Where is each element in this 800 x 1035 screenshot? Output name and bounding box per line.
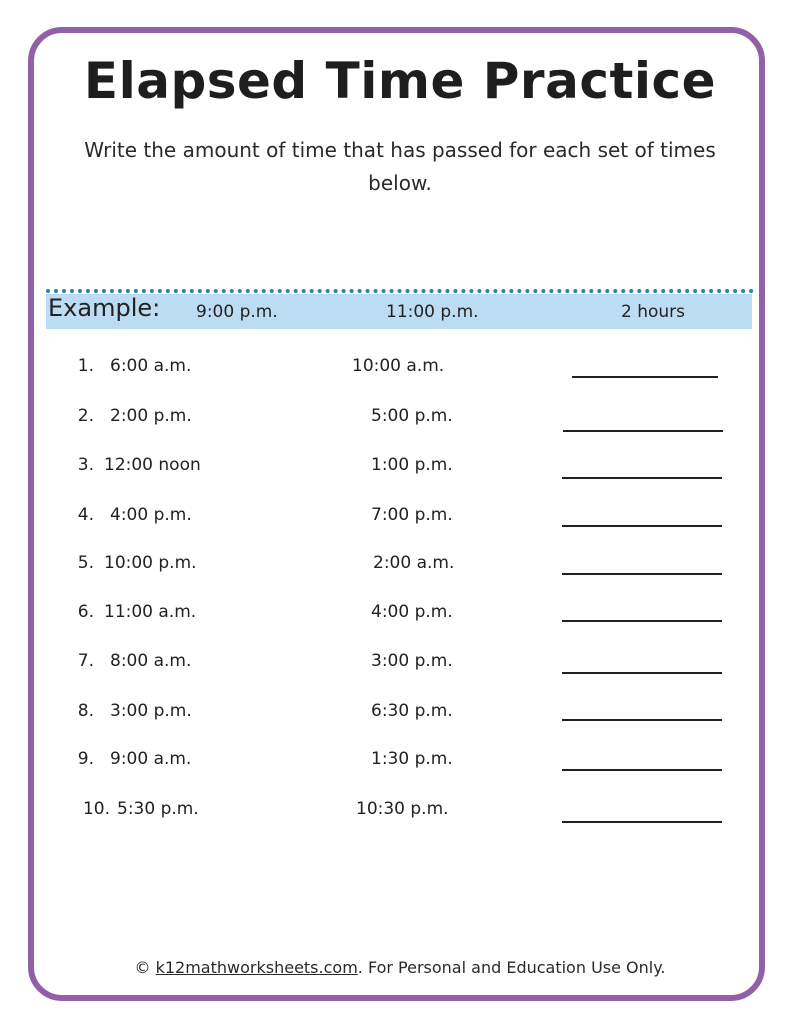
dotted-divider	[46, 289, 754, 293]
answer-blank[interactable]	[562, 769, 722, 771]
problem-row	[0, 406, 800, 436]
example-label: Example:	[48, 294, 161, 322]
problem-number: 1.	[77, 356, 94, 376]
answer-blank[interactable]	[562, 821, 722, 823]
problem-start-time: 11:00 a.m.	[104, 602, 197, 622]
example-row	[46, 294, 752, 329]
problem-row	[0, 749, 800, 779]
example-answer: 2 hours	[621, 302, 686, 322]
page-title: Elapsed Time Practice	[83, 52, 717, 110]
footer	[0, 958, 800, 977]
problem-number: 4.	[77, 505, 94, 525]
problem-start-time: 10:00 p.m.	[104, 553, 197, 573]
problem-end-time: 7:00 p.m.	[371, 505, 453, 525]
problem-end-time: 4:00 p.m.	[371, 602, 453, 622]
problem-end-time: 5:00 p.m.	[371, 406, 453, 426]
answer-blank[interactable]	[572, 376, 718, 378]
answer-blank[interactable]	[562, 525, 722, 527]
problem-number: 9.	[77, 749, 94, 769]
problem-row	[0, 356, 800, 386]
answer-blank[interactable]	[562, 719, 722, 721]
problem-end-time: 2:00 a.m.	[373, 553, 455, 573]
footer-note: . For Personal and Education Use Only.	[357, 958, 666, 977]
problem-start-time: 12:00 noon	[104, 455, 201, 475]
problem-number: 7.	[77, 651, 94, 671]
problem-row	[0, 602, 800, 632]
problem-start-time: 6:00 a.m.	[110, 356, 192, 376]
problem-end-time: 1:00 p.m.	[371, 455, 453, 475]
copyright-symbol: ©	[134, 958, 151, 977]
problem-start-time: 4:00 p.m.	[110, 505, 192, 525]
problem-row	[0, 455, 800, 485]
site-link[interactable]: k12mathworksheets.com	[155, 958, 358, 977]
answer-blank[interactable]	[562, 620, 722, 622]
problem-number: 10.	[82, 799, 110, 819]
problem-start-time: 2:00 p.m.	[110, 406, 192, 426]
example-end-time: 11:00 p.m.	[386, 302, 479, 322]
problem-number: 6.	[77, 602, 94, 622]
problem-start-time: 5:30 p.m.	[117, 799, 199, 819]
problem-row	[0, 505, 800, 535]
problem-end-time: 1:30 p.m.	[371, 749, 453, 769]
problem-row	[0, 553, 800, 583]
answer-blank[interactable]	[562, 477, 722, 479]
problem-end-time: 6:30 p.m.	[371, 701, 453, 721]
problem-number: 2.	[77, 406, 94, 426]
problem-end-time: 10:00 a.m.	[352, 356, 445, 376]
answer-blank[interactable]	[562, 672, 722, 674]
problem-start-time: 3:00 p.m.	[110, 701, 192, 721]
example-start-time: 9:00 p.m.	[196, 302, 278, 322]
problem-start-time: 8:00 a.m.	[110, 651, 192, 671]
answer-blank[interactable]	[563, 430, 723, 432]
instructions: Write the amount of time that has passed for each set of times below.	[84, 138, 716, 195]
problem-number: 3.	[77, 455, 94, 475]
answer-blank[interactable]	[562, 573, 722, 575]
problem-end-time: 3:00 p.m.	[371, 651, 453, 671]
problem-end-time: 10:30 p.m.	[356, 799, 449, 819]
problem-start-time: 9:00 a.m.	[110, 749, 192, 769]
problem-number: 5.	[77, 553, 94, 573]
problem-row	[0, 651, 800, 681]
problem-row	[0, 701, 800, 731]
problem-row	[0, 799, 800, 829]
problem-number: 8.	[77, 701, 94, 721]
